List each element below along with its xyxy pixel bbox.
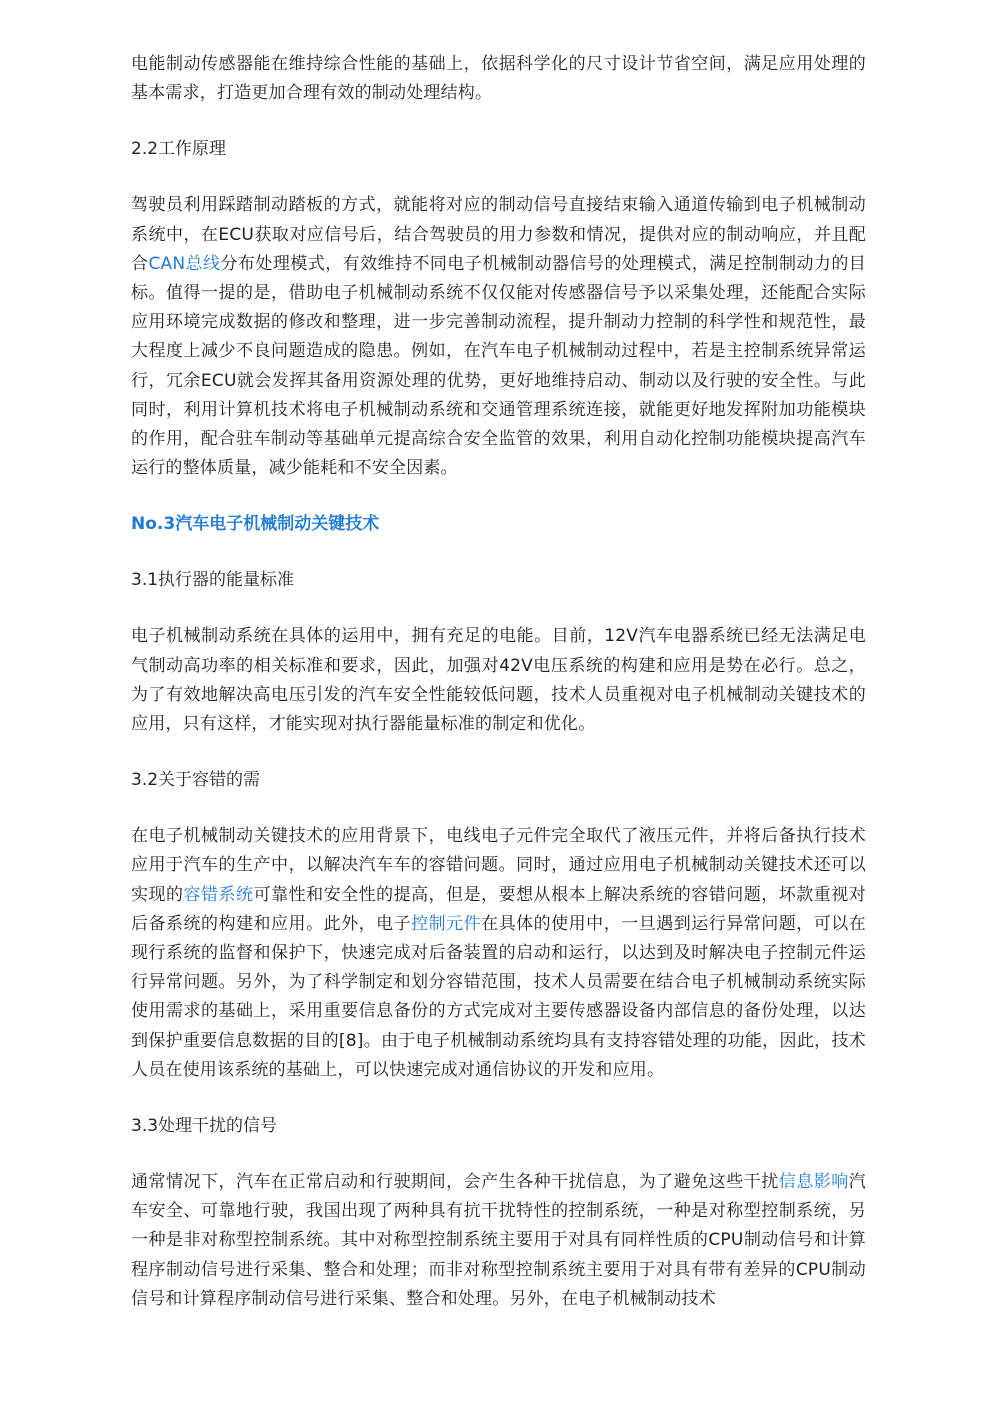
paragraph-text: 分布处理模式，有效维持不同电子机械制动器信号的处理模式，满足控制制动力的目标。值得一提的是，借助电子机械制动系统不仅仅能对传感器信号予以采集处理，还能配合实际应用环境完成数据的修改和整理，进一步完善制动流程，提升制动力控制的科学性和规范性，最大程度上减少不良问题造成的隐患。例如，在汽车电子机械制动过程中，若是主控制系统异常运行，冗余ECU就会发挥其备用资源处理的优势，更好地维持启动、制动以及行驶的安全性。与此同时，利用计算机技术将电子机械制动系统和交通管理系统连接，就能更好地发挥附加功能模块的作用，配合驻车制动等基础单元提高综合安全监管的效果，利用自动化控制功能模块提高汽车运行的整体质量，减少能耗和不安全因素。 bbox=[131, 253, 867, 479]
subheading-3-2: 3.2关于容错的需 bbox=[131, 770, 261, 791]
paragraph-working-principle bbox=[131, 191, 866, 483]
paragraph-sensor-design bbox=[131, 50, 866, 108]
article-body bbox=[131, 50, 866, 1314]
paragraph-text: 汽车安全、可靠地行驶，我国出现了两种具有抗干扰特性的控制系统，一种是对称型控制系统，另一种是非对称型控制系统。其中对称型控制系统主要用于对具有同样性质的CPU制动信号和计算程序制动信号进行采集、整合和处理；而非对称型控制系统主要用于对具有带有差异的CPU制动信号和计算程序制动信号进行采集、整合和处理。另外，在电子机械制动技术 bbox=[131, 1172, 866, 1309]
paragraph-text: 电能制动传感器能在维持综合性能的基础上，依据科学化的尺寸设计节省空间，满足应用处理的基本需求，打造更加合理有效的制动处理结构。 bbox=[131, 54, 866, 104]
paragraph-interference-signals bbox=[131, 1168, 866, 1314]
spacer bbox=[131, 108, 866, 135]
paragraph-fault-tolerance bbox=[131, 822, 866, 1085]
spacer bbox=[131, 595, 866, 622]
paragraph-text: 可靠性和安全性的提高，但是，要想从根本上解决系统的容错问题，坏款重视对后备系统的构建和应用。此外，电子 bbox=[131, 884, 866, 934]
paragraph-text: 通常情况下，汽车在正常启动和行驶期间，会产生各种干扰信息，为了避免这些干扰 bbox=[131, 1172, 779, 1193]
paragraph-text: 电子机械制动系统在具体的运用中，拥有充足的电能。目前，12V汽车电器系统已经无法满足电气制动高功率的相关标准和要求，因此，加强对42V电压系统的构建和应用是势在必行。总之，为了有效地解决高电压引发的汽车安全性能较低问题，技术人员重视对电子机械制动关键技术的应用，只有这样，才能实现对执行器能量标准的制定和优化。 bbox=[131, 626, 866, 735]
paragraph-text: 在具体的使用中，一旦遇到运行异常问题，可以在现行系统的监督和保护下，快速完成对后备装置的启动和运行，以达到及时解决电子控制元件运行异常问题。另外，为了科学制定和划分容错范围，技术人员需要在结合电子机械制动系统实际使用需求的基础上，采用重要信息备份的方式完成对主要传感器设备内部信息的备份处理，以达到保护重要信息数据的目的[8]。由于电子机械制动系统均具有支持容错处理的功能，因此，技术人员在使用该系统的基础上，可以快速完成对通信协议的开发和应用。 bbox=[131, 913, 866, 1080]
subheading-2-2: 2.2工作原理 bbox=[131, 139, 227, 160]
spacer bbox=[131, 739, 866, 766]
paragraph-text: 在电子机械制动关键技术的应用背景下，电线电子元件完全取代了液压元件，并将后备执行技术应用于汽车的生产中，以解决汽车车的容错问题。同时，通过应用电子机械制动关键技术还可以实现的 bbox=[131, 826, 866, 905]
spacer bbox=[131, 1085, 866, 1112]
subheading-3-3: 3.3处理干扰的信号 bbox=[131, 1116, 278, 1137]
subheading-3-1: 3.1执行器的能量标准 bbox=[131, 570, 295, 591]
spacer bbox=[131, 795, 866, 822]
paragraph-actuator-energy bbox=[131, 622, 866, 739]
link-fault-tolerant-system[interactable]: 容错系统 bbox=[183, 884, 254, 905]
link-can-bus[interactable]: CAN总线 bbox=[148, 253, 221, 274]
section-heading-3: No.3汽车电子机械制动关键技术 bbox=[131, 514, 380, 535]
spacer bbox=[131, 483, 866, 510]
spacer bbox=[131, 164, 866, 191]
link-control-element[interactable]: 控制元件 bbox=[411, 913, 482, 934]
paragraph-text: 驾驶员利用踩踏制动踏板的方式，就能将对应的制动信号直接结束输入通道传输到电子机械制动系统中，在ECU获取对应信号后，结合驾驶员的用力参数和情况，提供对应的制动响应，并且配合 bbox=[131, 195, 866, 274]
link-information-impact[interactable]: 信息影响 bbox=[778, 1172, 849, 1193]
spacer bbox=[131, 1141, 866, 1168]
spacer bbox=[131, 539, 866, 566]
